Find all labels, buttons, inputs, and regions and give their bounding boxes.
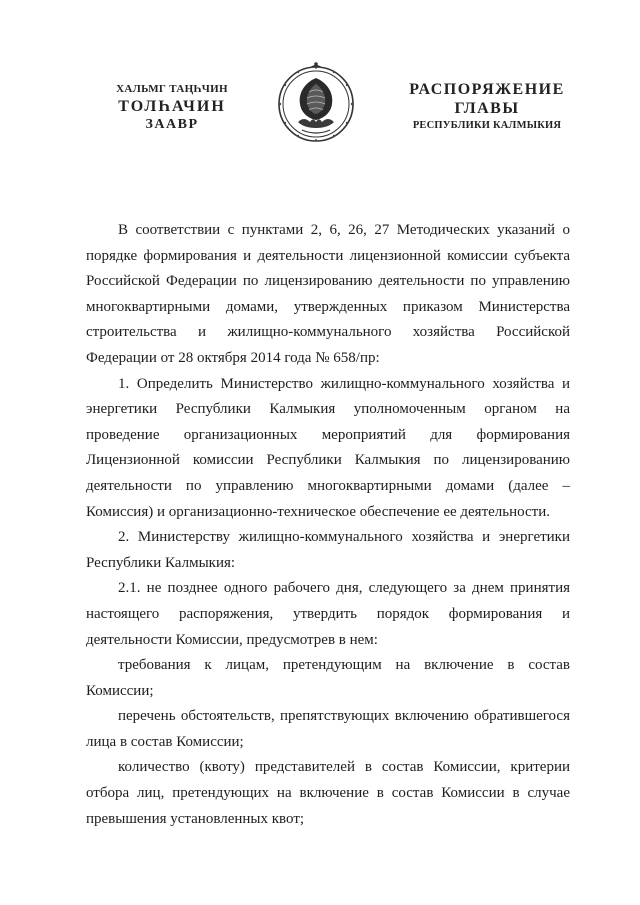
paragraph-item-2: 2. Министерству жилищно-коммунального хозяйства и энергетики Республики Калмыкия: <box>86 529 570 571</box>
header-right-line-1: РАСПОРЯЖЕНИЕ <box>409 81 565 98</box>
header-right-line-3: РЕСПУБЛИКИ КАЛМЫКИЯ <box>412 120 562 131</box>
header-left-line-1: ХАЛЬМГ ТАҢҺЧИН <box>116 83 228 95</box>
header-left-line-3: ЗААВР <box>145 117 199 132</box>
paragraph-requirement-2: перечень обстоятельств, препятствующих включению обратившегося лица в состав Комиссии; <box>86 708 570 750</box>
paragraph-item-1: 1. Определить Министерство жилищно-коммунального хозяйства и энергетики Республики Калмыкия уполномоченным органом на проведение организационных мероприятий для формирования Лицензионной комиссии Республики Калмыкия по лицензированию деятельности по управлению многоквартирными домами (далее – Комиссия) и организационно-техническое обеспечение ее деятельности. <box>86 375 570 520</box>
header-kalmyk-title <box>92 82 252 134</box>
coat-of-arms-seal-icon <box>276 60 356 146</box>
paragraph-item-2-1: 2.1. не позднее одного рабочего дня, следующего за днем принятия настоящего распоряжения, утвердить порядок формирования и деятельности Комиссии, предусмотрев в нем: <box>86 580 570 648</box>
header-left-line-2: ТОЛҺАЧИН <box>118 98 226 115</box>
paragraph-requirement-3: количество (квоту) представителей в состав Комиссии, критерии отбора лиц, претендующих на включение в состав Комиссии в случае превышения установленных квот; <box>86 759 570 827</box>
document-body <box>86 218 570 832</box>
header-right-line-2: ГЛАВЫ <box>454 100 520 117</box>
document-header <box>0 60 640 150</box>
header-russian-title <box>392 80 582 134</box>
paragraph-preamble: В соответствии с пунктами 2, 6, 26, 27 Методических указаний о порядке формирования и деятельности лицензионной комиссии субъекта Российской Федерации по лицензированию деятельности по управлению многоквартирными домами, утвержденных приказом Министерства строительства и жилищно-коммунального хозяйства Российской Федерации от 28 октября 2014 года № 658/пр: <box>86 222 570 366</box>
paragraph-requirement-1: требования к лицам, претендующим на включение в состав Комиссии; <box>86 657 570 699</box>
